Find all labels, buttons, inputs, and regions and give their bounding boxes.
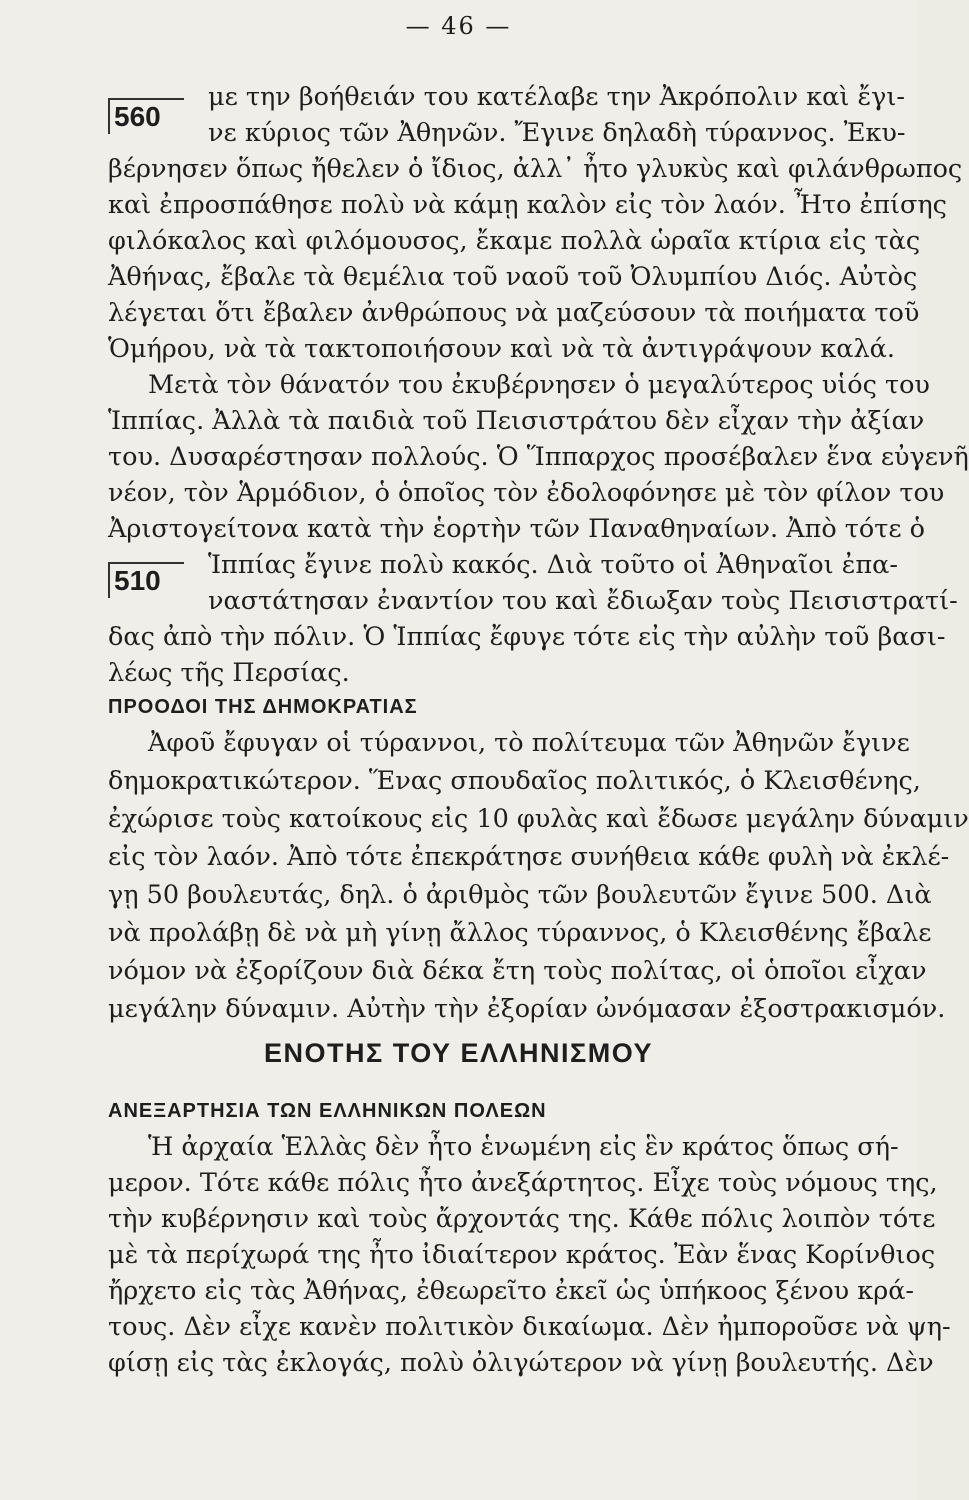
text-line: νόμον νὰ ἐξορίζουν διὰ δέκα ἔτη τοὺς πολίτας, οἱ ὁποῖοι εἶχαν [108, 956, 927, 986]
text-line: Ἱππίας. Ἀλλὰ τὰ παιδιὰ τοῦ Πεισιστράτου δὲν εἶχαν τὴν ἀξίαν [108, 406, 925, 436]
page-number: — 46 — [405, 12, 512, 40]
text-line: ναστάτησαν ἐναντίον του καὶ ἔδιωξαν τοὺς Πεισιστρατί- [208, 586, 958, 616]
text-line: Ἱππίας ἔγινε πολὺ κακός. Διὰ τοῦτο οἱ Ἀθηναῖοι ἐπα- [208, 550, 898, 580]
subheading-democracy: ΠΡΟΟΔΟΙ ΤΗΣ ΔΗΜΟΚΡΑΤΙΑΣ [108, 696, 418, 718]
text-line: του. Δυσαρέστησαν πολλούς. Ὁ Ἵππαρχος προσέβαλεν ἕνα εὐγενῆ [108, 442, 969, 472]
text-line: με την βοήθειάν του κατέλαβε την Ἀκρόπολιν καὶ ἔγι- [208, 82, 905, 112]
text-line: τὴν κυβέρνησιν καὶ τοὺς ἄρχοντάς της. Κάθε πόλις λοιπὸν τότε [108, 1204, 936, 1234]
text-line: λέως τῆς Περσίας. [108, 658, 350, 688]
text-line: Ἀθήνας, ἔβαλε τὰ θεμέλια τοῦ ναοῦ τοῦ Ὀλυμπίου Διός. Αὐτὸς [108, 262, 918, 292]
text-line: μερον. Τότε κάθε πόλις ἦτο ἀνεξάρτητος. Εἶχε τοὺς νόμους της, [108, 1168, 938, 1198]
text-line: Μετὰ τὸν θάνατόν του ἐκυβέρνησεν ὁ μεγαλύτερος υἱός του [148, 370, 930, 400]
text-line: νὰ προλάβῃ δὲ νὰ μὴ γίνῃ ἄλλος τύραννος, ὁ Κλεισθένης ἔβαλε [108, 918, 932, 948]
text-line: γῃ 50 βουλευτάς, δηλ. ὁ ἀριθμὸς τῶν βουλευτῶν ἔγινε 500. Διὰ [108, 880, 932, 910]
section-title: ΕΝΟΤΗΣ ΤΟΥ ΕΛΛΗΝΙΣΜΟΥ [264, 1038, 653, 1068]
text-line: λέγεται ὅτι ἔβαλεν ἀνθρώπους νὰ μαζεύσουν τὰ ποιήματα τοῦ [108, 298, 920, 328]
text-line: ἤρχετο εἰς τὰς Ἀθήνας, ἐθεωρεῖτο ἐκεῖ ὡς ὑπήκοος ξένου κρά- [108, 1276, 915, 1306]
text-line: δας ἀπὸ τὴν πόλιν. Ὁ Ἱππίας ἔφυγε τότε εἰς τὴν αὐλὴν τοῦ βασι- [108, 622, 946, 652]
text-line: νέον, τὸν Ἁρμόδιον, ὁ ὁποῖος τὸν ἐδολοφόνησε μὲ τὸν φίλον του [108, 478, 945, 508]
text-line: νε κύριος τῶν Ἀθηνῶν. Ἔγινε δηλαδὴ τύραννος. Ἐκυ- [208, 118, 906, 148]
text-line: δημοκρατικώτερον. Ἕνας σπουδαῖος πολιτικός, ὁ Κλεισθένης, [108, 766, 921, 796]
text-line: βέρνησεν ὅπως ἤθελεν ὁ ἴδιος, ἀλλ᾽ ἦτο γλυκὺς καὶ φιλάνθρωπος [108, 154, 963, 184]
text-line: Ὁμήρου, νὰ τὰ τακτοποιήσουν καὶ νὰ τὰ ἀντιγράψουν καλά. [108, 334, 895, 364]
year-marker-510: 510 [108, 562, 184, 598]
text-line: Ἀριστογείτονα κατὰ τὴν ἑορτὴν τῶν Παναθηναίων. Ἀπὸ τότε ὁ [108, 514, 926, 544]
text-line: μεγάλην δύναμιν. Αὐτὴν τὴν ἐξορίαν ὠνόμασαν ἐξοστρακισμόν. [108, 994, 946, 1024]
year-marker-560: 560 [108, 98, 184, 134]
text-line: ἐχώρισε τοὺς κατοίκους εἰς 10 φυλὰς καὶ ἔδωσε μεγάλην δύναμιν [108, 804, 969, 834]
text-line: φιλόκαλος καὶ φιλόμουσος, ἔκαμε πολλὰ ὡραῖα κτίρια εἰς τὰς [108, 226, 921, 256]
text-line: Ἀφοῦ ἔφυγαν οἱ τύραννοι, τὸ πολίτευμα τῶν Ἀθηνῶν ἔγινε [148, 728, 910, 758]
text-line: τους. Δὲν εἶχε κανὲν πολιτικὸν δικαίωμα. Δὲν ἠμποροῦσε νὰ ψη- [108, 1312, 951, 1342]
text-line: Ἡ ἀρχαία Ἑλλὰς δὲν ἦτο ἑνωμένη εἰς ἓν κράτος ὅπως σή- [148, 1132, 899, 1162]
subheading-independence: ΑΝΕΞΑΡΤΗΣΙΑ ΤΩΝ ΕΛΛΗΝΙΚΩΝ ΠΟΛΕΩΝ [108, 1100, 547, 1122]
text-line: μὲ τὰ περίχωρά της ἦτο ἰδιαίτερον κράτος. Ἐὰν ἕνας Κορίνθιος [108, 1240, 936, 1270]
text-line: εἰς τὸν λαόν. Ἀπὸ τότε ἐπεκράτησε συνήθεια κάθε φυλὴ νὰ ἐκλέ- [108, 842, 950, 872]
text-line: καὶ ἐπροσπάθησε πολὺ νὰ κάμῃ καλὸν εἰς τὸν λαόν. Ἦτο ἐπίσης [108, 190, 947, 220]
text-line: φίσῃ εἰς τὰς ἐκλογάς, πολὺ ὀλιγώτερον νὰ γίνῃ βουλευτής. Δὲν [108, 1348, 934, 1378]
